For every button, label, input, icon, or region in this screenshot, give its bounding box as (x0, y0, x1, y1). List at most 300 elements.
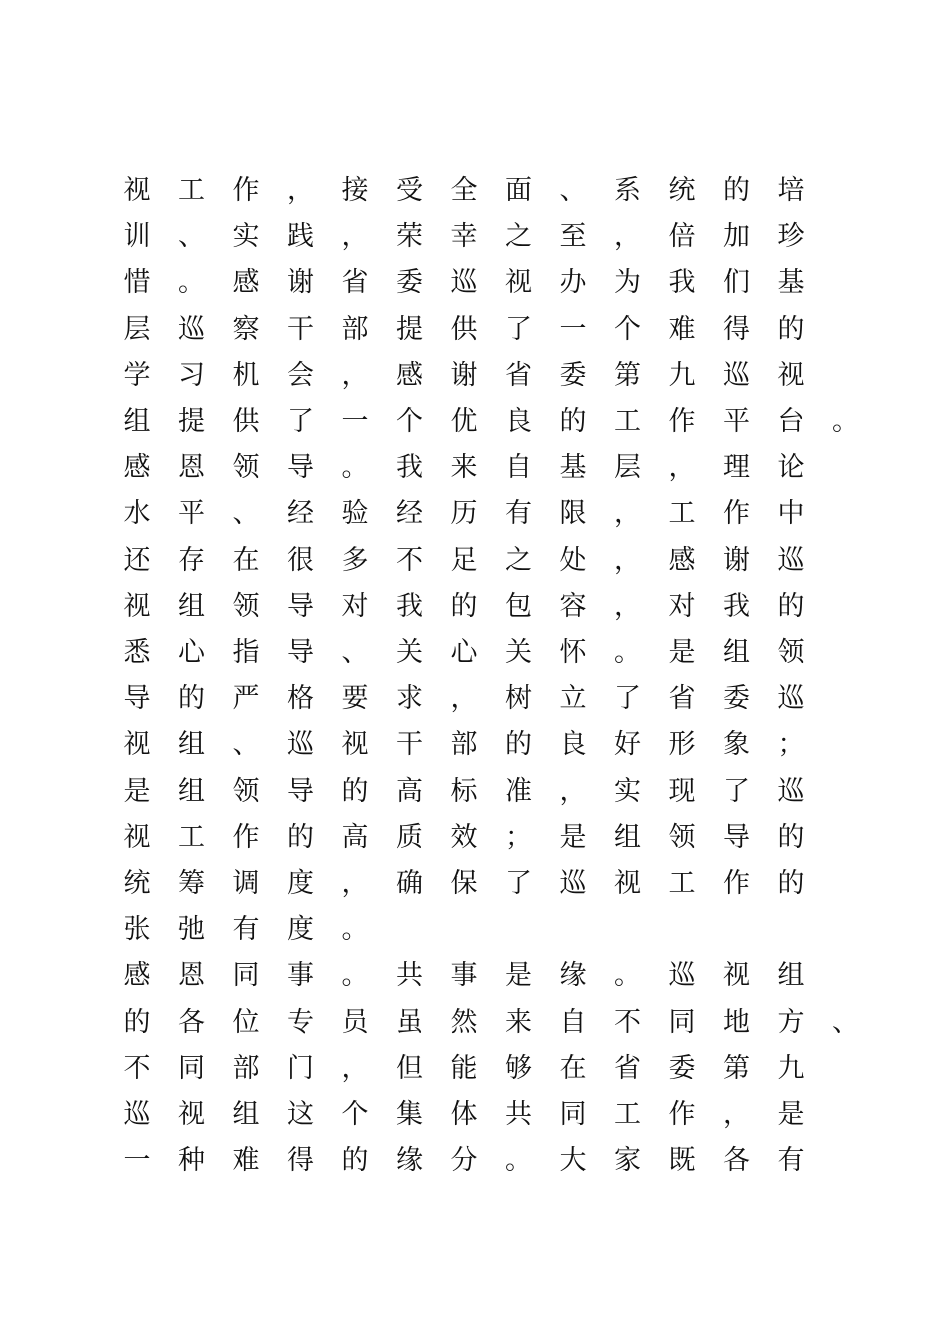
text-char: 领 (232, 775, 260, 807)
text-line (0, 1003, 950, 1043)
text-char: 关 (396, 637, 423, 668)
text-char: 是 (668, 637, 696, 668)
text-char: 的 (777, 821, 805, 853)
text-char: ； (505, 821, 532, 853)
text-char: 经 (287, 498, 314, 530)
text-char: 感 (123, 452, 151, 484)
text-char: ， (614, 221, 641, 253)
text-char: 然 (450, 1006, 478, 1038)
text-char: 的 (723, 175, 750, 206)
text-char: 。 (341, 452, 369, 484)
text-char: 一 (559, 313, 587, 345)
text-char: 事 (450, 960, 478, 992)
text-char: 领 (668, 821, 696, 853)
text-char: 惜 (123, 267, 151, 299)
text-line (0, 356, 950, 396)
text-char: 难 (232, 1145, 260, 1177)
text-char: 们 (723, 267, 750, 299)
text-char: 了 (505, 313, 532, 345)
text-char: 组 (232, 1099, 260, 1130)
text-char: 树 (505, 683, 532, 715)
text-char: 统 (668, 175, 696, 206)
text-char: 部 (232, 1052, 260, 1084)
text-char: 家 (614, 1145, 641, 1177)
text-char: 标 (450, 775, 478, 807)
text-char: 加 (723, 221, 750, 253)
text-char: 、 (832, 1006, 859, 1038)
text-char: 部 (341, 313, 369, 345)
text-line (0, 263, 950, 303)
text-char: 机 (232, 359, 260, 391)
text-char: 珍 (777, 221, 805, 253)
text-char: 提 (178, 406, 205, 437)
text-char: 工 (614, 1099, 641, 1130)
text-char: 办 (559, 267, 587, 299)
text-char: 立 (559, 683, 587, 715)
text-char: 我 (396, 590, 423, 622)
text-char: 第 (614, 359, 641, 391)
text-char: 一 (123, 1145, 151, 1177)
text-char: 导 (287, 590, 314, 622)
text-char: 组 (178, 775, 205, 807)
text-char: 委 (668, 1052, 696, 1084)
text-char: ， (723, 1099, 750, 1130)
text-char: 践 (287, 221, 314, 253)
text-line (0, 910, 950, 950)
text-char: 调 (232, 868, 260, 899)
text-char: ； (777, 729, 805, 761)
text-char: 。 (341, 960, 369, 992)
text-char: 存 (178, 544, 205, 576)
text-char: 、 (178, 221, 205, 253)
text-char: 的 (505, 729, 532, 761)
text-char: 视 (505, 267, 532, 299)
text-char: 作 (232, 175, 260, 206)
text-char: 领 (232, 452, 260, 484)
text-char: 组 (178, 590, 205, 622)
text-char: 至 (559, 221, 587, 253)
text-char: 经 (396, 498, 423, 530)
text-char: 的 (450, 590, 478, 622)
text-char: 平 (723, 406, 750, 437)
text-char: 工 (178, 175, 205, 206)
text-char: 之 (505, 221, 532, 253)
text-char: 验 (341, 498, 369, 530)
text-char: 视 (123, 590, 151, 622)
text-char: 九 (668, 359, 696, 391)
text-char: 我 (723, 590, 750, 622)
text-char: 能 (450, 1052, 478, 1084)
text-char: 巡 (123, 1099, 151, 1130)
text-char: 的 (178, 683, 205, 715)
text-char: 筹 (178, 868, 205, 899)
text-char: 导 (123, 683, 151, 715)
text-char: 同 (178, 1052, 205, 1084)
text-char: 、 (232, 729, 260, 761)
text-char: 高 (341, 821, 369, 853)
text-char: 领 (777, 637, 805, 668)
text-char: 感 (123, 960, 151, 992)
text-char: 理 (723, 452, 750, 484)
text-char: 保 (450, 868, 478, 899)
text-char: 有 (232, 914, 260, 946)
text-char: 员 (341, 1006, 369, 1038)
text-char: 严 (232, 683, 260, 715)
text-char: 的 (123, 1006, 151, 1038)
text-char: 有 (505, 498, 532, 530)
text-char: 导 (287, 452, 314, 484)
text-line (0, 818, 950, 858)
text-char: 同 (232, 960, 260, 992)
text-char: 共 (396, 960, 423, 992)
text-char: 心 (178, 637, 205, 668)
text-char: 缘 (559, 960, 587, 992)
text-char: 事 (287, 960, 314, 992)
text-line (0, 1095, 950, 1135)
text-char: 层 (614, 452, 641, 484)
text-char: 巡 (668, 960, 696, 992)
text-char: 准 (505, 775, 532, 807)
text-char: 倍 (668, 221, 696, 253)
text-char: 受 (396, 175, 423, 206)
text-char: 是 (505, 960, 532, 992)
text-line (0, 171, 950, 211)
text-char: 足 (450, 544, 478, 576)
text-char: 处 (559, 544, 587, 576)
text-char: 谢 (723, 544, 750, 576)
text-char: 九 (777, 1052, 805, 1084)
text-char: 作 (232, 821, 260, 853)
text-char: 视 (723, 960, 750, 992)
text-char: 水 (123, 498, 151, 530)
text-char: 各 (723, 1145, 750, 1177)
text-char: 组 (178, 729, 205, 761)
text-char: 了 (723, 775, 750, 807)
text-char: 种 (178, 1145, 205, 1177)
text-char: 训 (123, 221, 151, 253)
text-char: 好 (614, 729, 641, 761)
text-char: 了 (614, 683, 641, 715)
text-char: 巡 (777, 775, 805, 807)
text-char: 省 (614, 1052, 641, 1084)
text-line (0, 633, 950, 673)
text-char: 委 (723, 683, 750, 715)
text-char: 共 (505, 1099, 532, 1130)
text-char: 度 (287, 914, 314, 946)
text-line (0, 772, 950, 812)
text-char: 提 (396, 313, 423, 345)
text-char: 面 (505, 175, 532, 206)
text-char: 是 (123, 775, 151, 807)
text-char: 工 (178, 821, 205, 853)
text-char: 恩 (178, 960, 205, 992)
text-char: 基 (777, 267, 805, 299)
text-char: 组 (723, 637, 750, 668)
text-char: 巡 (178, 313, 205, 345)
text-char: 作 (723, 498, 750, 530)
text-char: 了 (287, 406, 314, 437)
text-char: 导 (287, 775, 314, 807)
text-char: 视 (123, 175, 151, 206)
text-char: 形 (668, 729, 696, 761)
text-char: ， (341, 868, 369, 899)
text-char: 良 (505, 406, 532, 437)
text-char: 巡 (559, 868, 587, 899)
text-char: 现 (668, 775, 696, 807)
text-char: 供 (450, 313, 478, 345)
text-char: 供 (232, 406, 260, 437)
text-char: 委 (396, 267, 423, 299)
text-char: 巡 (287, 729, 314, 761)
text-char: 为 (614, 267, 641, 299)
text-char: 还 (123, 544, 151, 576)
text-char: 感 (668, 544, 696, 576)
text-char: 、 (232, 498, 260, 530)
text-line (0, 725, 950, 765)
text-line (0, 864, 950, 904)
text-char: 实 (614, 775, 641, 807)
text-char: 省 (341, 267, 369, 299)
text-char: 限 (559, 498, 587, 530)
text-char: 关 (505, 637, 532, 668)
text-char: 虽 (396, 1006, 423, 1038)
text-char: 委 (559, 359, 587, 391)
text-char: 既 (668, 1145, 696, 1177)
text-char: 领 (232, 590, 260, 622)
text-char: 个 (396, 406, 423, 437)
text-char: 谢 (450, 359, 478, 391)
text-char: 感 (232, 267, 260, 299)
text-char: 工 (614, 406, 641, 437)
text-char: 高 (396, 775, 423, 807)
text-char: ， (614, 498, 641, 530)
text-char: 的 (287, 821, 314, 853)
text-char: 在 (232, 544, 260, 576)
text-char: 分 (450, 1145, 478, 1177)
text-char: 格 (287, 683, 314, 715)
text-char: 。 (341, 914, 369, 946)
text-char: 恩 (178, 452, 205, 484)
text-char: 得 (287, 1145, 314, 1177)
text-char: 个 (341, 1099, 369, 1130)
text-char: 培 (777, 175, 805, 206)
text-char: ， (341, 221, 369, 253)
text-char: ， (614, 590, 641, 622)
text-char: 组 (123, 406, 151, 437)
text-char: 但 (396, 1052, 423, 1084)
text-char: 视 (178, 1099, 205, 1130)
text-char: 作 (723, 868, 750, 899)
text-char: 学 (123, 359, 151, 391)
text-char: 度 (287, 868, 314, 899)
text-char: 作 (668, 1099, 696, 1130)
text-char: 视 (341, 729, 369, 761)
text-char: 的 (341, 775, 369, 807)
text-char: 位 (232, 1006, 260, 1038)
text-char: 省 (505, 359, 532, 391)
text-char: 同 (668, 1006, 696, 1038)
text-char: 实 (232, 221, 260, 253)
text-line (0, 587, 950, 627)
text-char: 作 (668, 406, 696, 437)
text-char: 。 (614, 637, 641, 668)
text-char: 的 (777, 590, 805, 622)
text-char: 张 (123, 914, 151, 946)
text-char: 巡 (723, 359, 750, 391)
text-char: 巡 (450, 267, 478, 299)
text-char: 在 (559, 1052, 587, 1084)
text-char: 有 (777, 1145, 805, 1177)
text-line (0, 541, 950, 581)
text-char: 同 (559, 1099, 587, 1130)
text-char: 幸 (450, 221, 478, 253)
text-char: 的 (777, 868, 805, 899)
text-char: 视 (123, 729, 151, 761)
text-char: 专 (287, 1006, 314, 1038)
text-char: 大 (559, 1145, 587, 1177)
text-char: 不 (396, 544, 423, 576)
text-char: 的 (559, 406, 587, 437)
text-char: 良 (559, 729, 587, 761)
text-line (0, 402, 950, 442)
text-char: 个 (614, 313, 641, 345)
text-char: 效 (450, 821, 478, 853)
text-char: 习 (178, 359, 205, 391)
text-char: 谢 (287, 267, 314, 299)
text-char: 质 (396, 821, 423, 853)
text-char: ， (341, 359, 369, 391)
text-char: 方 (777, 1006, 805, 1038)
text-char: 论 (777, 452, 805, 484)
text-char: 工 (668, 868, 696, 899)
text-char: 干 (396, 729, 423, 761)
text-char: 平 (178, 498, 205, 530)
text-char: 容 (559, 590, 587, 622)
text-char: 视 (123, 821, 151, 853)
text-char: 历 (450, 498, 478, 530)
text-char: 之 (505, 544, 532, 576)
text-char: 缘 (396, 1145, 423, 1177)
text-char: 。 (832, 406, 859, 437)
text-char: 怀 (559, 637, 587, 668)
text-char: 多 (341, 544, 369, 576)
text-char: 部 (450, 729, 478, 761)
text-char: 省 (668, 683, 696, 715)
text-char: 体 (450, 1099, 478, 1130)
text-char: 指 (232, 637, 260, 668)
text-char: 象 (723, 729, 750, 761)
text-char: 我 (668, 267, 696, 299)
text-char: 导 (287, 637, 314, 668)
text-char: 悉 (123, 637, 151, 668)
text-char: ， (614, 544, 641, 576)
text-char: 视 (777, 359, 805, 391)
text-char: 。 (178, 267, 205, 299)
text-char: 来 (505, 1006, 532, 1038)
text-char: 得 (723, 313, 750, 345)
text-char: 要 (341, 683, 369, 715)
text-char: 对 (668, 590, 696, 622)
text-line (0, 217, 950, 257)
text-char: 中 (777, 498, 805, 530)
text-line (0, 448, 950, 488)
text-char: 统 (123, 868, 151, 899)
text-char: 感 (396, 359, 423, 391)
text-char: 组 (614, 821, 641, 853)
text-char: 接 (341, 175, 369, 206)
text-char: 是 (559, 821, 587, 853)
text-char: 很 (287, 544, 314, 576)
text-char: ， (559, 775, 587, 807)
text-line (0, 494, 950, 534)
text-char: 巡 (777, 683, 805, 715)
text-char: 门 (287, 1052, 314, 1084)
text-char: 组 (777, 960, 805, 992)
text-char: 地 (723, 1006, 750, 1038)
text-char: 集 (396, 1099, 423, 1130)
text-line (0, 1141, 950, 1181)
text-char: 、 (341, 637, 369, 668)
text-char: 巡 (777, 544, 805, 576)
text-char: 全 (450, 175, 478, 206)
text-char: 视 (614, 868, 641, 899)
text-char: 基 (559, 452, 587, 484)
text-char: 这 (287, 1099, 314, 1130)
text-char: 包 (505, 590, 532, 622)
text-char: 自 (559, 1006, 587, 1038)
text-char: ， (287, 175, 314, 206)
text-char: 不 (123, 1052, 151, 1084)
text-char: 层 (123, 313, 151, 345)
text-char: 系 (614, 175, 641, 206)
text-char: 察 (232, 313, 260, 345)
text-char: 我 (396, 452, 423, 484)
text-char: 心 (450, 637, 478, 668)
text-char: 的 (777, 313, 805, 345)
text-char: 、 (559, 175, 587, 206)
text-char: 干 (287, 313, 314, 345)
text-line (0, 310, 950, 350)
text-char: 弛 (178, 914, 205, 946)
text-char: 各 (178, 1006, 205, 1038)
text-char: 导 (723, 821, 750, 853)
text-char: 难 (668, 313, 696, 345)
text-char: ， (668, 452, 696, 484)
text-line (0, 679, 950, 719)
text-char: 确 (396, 868, 423, 899)
text-char: 台 (777, 406, 805, 437)
text-char: 荣 (396, 221, 423, 253)
text-char: 优 (450, 406, 478, 437)
text-char: 对 (341, 590, 369, 622)
text-char: 了 (505, 868, 532, 899)
text-line (0, 1049, 950, 1089)
text-char: 是 (777, 1099, 805, 1130)
text-char: ， (450, 683, 478, 715)
text-char: 。 (505, 1145, 532, 1177)
text-char: 一 (341, 406, 369, 437)
text-char: 求 (396, 683, 423, 715)
text-char: 工 (668, 498, 696, 530)
text-char: 自 (505, 452, 532, 484)
text-char: 的 (341, 1145, 369, 1177)
text-line (0, 956, 950, 996)
text-char: 够 (505, 1052, 532, 1084)
text-char: ， (341, 1052, 369, 1084)
text-char: 第 (723, 1052, 750, 1084)
text-char: 不 (614, 1006, 641, 1038)
text-char: 。 (614, 960, 641, 992)
